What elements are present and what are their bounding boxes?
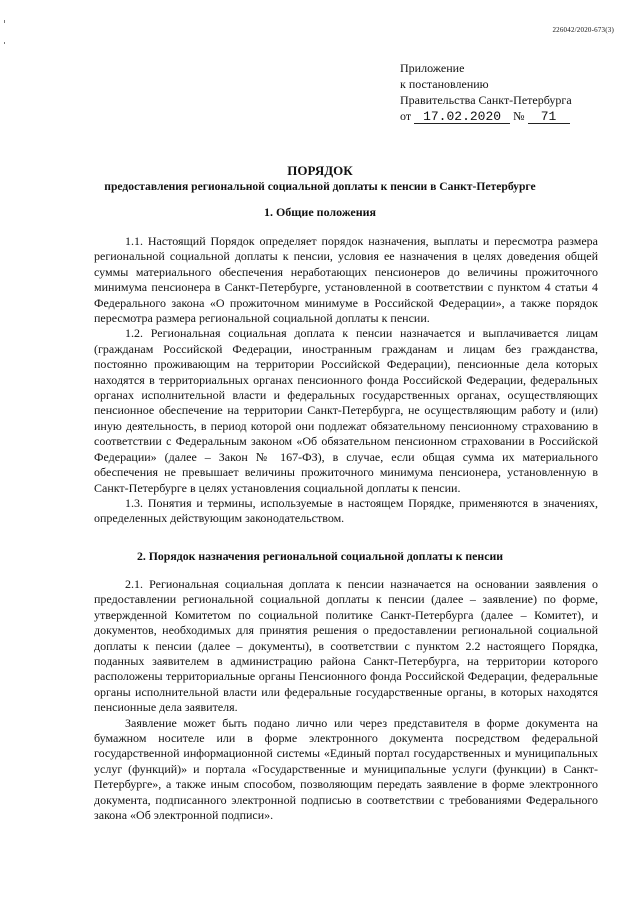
- section-body: [94, 234, 598, 527]
- paragraph: 1.2. Региональная социальная доплата к пенсии назначается и выплачивается лицам (гражданам Российской Федерации, иностранным гражданам и лицам без гражданства, постоянно проживающим на территории Российской Федерации), пенсионные дела которых находятся в территориальных органах пенсионного фонда Российской Федерации, федеральных органах исполнительной власти и федеральных государственных органах, осуществляющих пенсионное обеспечение на территории Санкт-Петербурга, не осуществляющим работу и (или) иную деятельность, в период которой они подлежат обязательному пенсионному страхованию в соответствии с Федеральным законом «Об обязательном пенсионном страховании в Российской Федерации» (далее – Закон № 167-ФЗ), в случае, если общая сумма их материального обеспечения не превышает величины прожиточного минимума пенсионера, установленную в Санкт-Петербурге в целях установления социальной доплаты к пенсии.: [94, 326, 598, 495]
- paragraph: 2.1. Региональная социальная доплата к пенсии назначается на основании заявления о предоставлении региональной социальной доплаты к пенсии (далее – заявление) по форме, утвержденной Комитетом по социальной политике Санкт-Петербурга (далее – Комитет), и документов, необходимых для принятия решения о предоставлении региональной социальной доплаты к пенсии (далее – документы), в соответствии с пунктом 2.2 настоящего Порядка, поданных заявителем в администрацию района Санкт-Петербурга, на территории которого расположены территориальные органы Пенсионного фонда Российской Федерации, федеральные органы исполнительной власти или федеральные государственные органы, в которых находятся пенсионные дела заявителя.: [94, 577, 598, 715]
- document-id: 226042/2020-673(3): [552, 26, 614, 34]
- paragraph: Заявление может быть подано лично или через представителя в форме документа на бумажном носителе или в форме электронного документа посредством федеральной государственной информационной системы «Единый портал государственных и муниципальных услуг (функций)» и портала «Государственные и муниципальные услуги (функции) в Санкт-Петербурге», а также иным способом, позволяющим передать заявление в форме электронного документа, подписанного электронной подписью в соответствии с требованиями Федерального закона «Об электронной подписи».: [94, 715, 598, 823]
- appendix-line: Приложение: [400, 61, 465, 75]
- section-body: [94, 577, 598, 824]
- document-subtitle: предоставления региональной социальной доплаты к пенсии в Санкт-Петербурге: [104, 180, 536, 193]
- appendix-block: [400, 60, 572, 124]
- appendix-line: Правительства Санкт-Петербурга: [400, 93, 572, 107]
- paragraph: 1.1. Настоящий Порядок определяет порядок назначения, выплаты и пересмотра размера региональной социальной доплаты к пенсии, условия ее назначения в целях доведения общей суммы материального обеспечения неработающих пенсионеров до величины прожиточного минимума пенсионера в Санкт-Петербурге, установленной в соответствии с пунктом 4 статьи 4 Федерального закона «О прожиточном минимуме в Российской Федерации», а также порядок пересмотра размера региональной социальной доплаты к пенсии.: [94, 234, 598, 326]
- scan-edge-mark: [4, 20, 5, 23]
- appendix-line: к постановлению: [400, 77, 489, 91]
- paragraph: 1.3. Понятия и термины, используемые в настоящем Порядке, применяются в значениях, определенных действующим законодательством.: [94, 495, 598, 526]
- resolution-date: 17.02.2020: [414, 110, 510, 124]
- section-heading: 2. Порядок назначения региональной социальной доплаты к пенсии: [136, 549, 504, 563]
- document-title: ПОРЯДОК: [287, 163, 353, 178]
- from-label: от: [400, 109, 412, 123]
- resolution-number: 71: [528, 110, 570, 124]
- appendix-date-line: [400, 108, 572, 124]
- scan-edge-mark: [4, 42, 5, 44]
- number-label: №: [513, 109, 525, 123]
- section-heading: 1. Общие положения: [263, 205, 377, 219]
